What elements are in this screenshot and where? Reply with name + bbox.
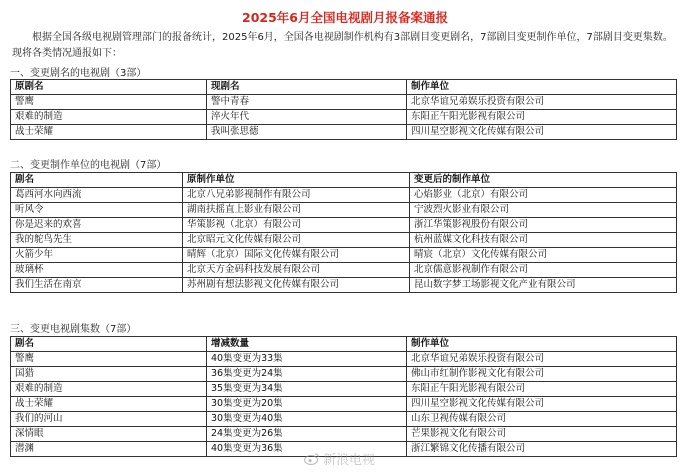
table-cell: 晴辉（北京）国际文化传媒有限公司 — [183, 248, 410, 263]
table-row — [11, 95, 677, 110]
table-row — [11, 248, 677, 263]
watermark — [304, 449, 375, 468]
table-cell: 我叫张思德 — [207, 125, 407, 140]
table-cell: 40集变更为33集 — [207, 352, 407, 367]
section-heading-producer-change: 二、变更制作单位的电视剧（7部） — [10, 160, 167, 171]
episode-change-table — [10, 336, 677, 457]
table-header-row — [11, 80, 677, 95]
table-cell: 警中青春 — [207, 95, 407, 110]
table-row — [11, 110, 677, 125]
table-cell: 北京天方金码科技发展有限公司 — [183, 263, 410, 278]
table-cell: 浙江华策影视股份有限公司 — [410, 218, 677, 233]
table-cell: 四川星空影视文化传媒有限公司 — [407, 125, 677, 140]
section-heading-rename: 一、变更剧名的电视剧（3部） — [10, 68, 147, 79]
table-cell: 湖南扶摇直上影业有限公司 — [183, 203, 410, 218]
table-cell: 36集变更为24集 — [207, 367, 407, 382]
table-cell: 昆山数字梦工场影视文化产业有限公司 — [410, 278, 677, 293]
table-cell: 北京昭元文化传媒有限公司 — [183, 233, 410, 248]
table-cell: 艰难的制造 — [11, 382, 207, 397]
table-cell: 听风令 — [11, 203, 183, 218]
table-cell: 玻璃杯 — [11, 263, 183, 278]
table-cell: 四川星空影视文化传媒有限公司 — [407, 397, 677, 412]
table-cell: 华策影视（北京）有限公司 — [183, 218, 410, 233]
table-row — [11, 125, 677, 140]
table-cell: 葛西河水向西流 — [11, 188, 183, 203]
table-row — [11, 382, 677, 397]
table-cell: 战士荣耀 — [11, 397, 207, 412]
header-cell: 现剧名 — [207, 80, 407, 95]
header-cell: 剧名 — [11, 337, 207, 352]
table-row — [11, 218, 677, 233]
table-header-row — [11, 337, 677, 352]
header-cell: 制作单位 — [407, 337, 677, 352]
header-cell: 增减数量 — [207, 337, 407, 352]
table-cell: 战士荣耀 — [11, 125, 207, 140]
section-heading-episode-change: 三、变更电视剧集数（7部） — [10, 324, 137, 335]
table-cell: 警鹰 — [11, 352, 207, 367]
table-cell: 深情眼 — [11, 427, 207, 442]
weibo-icon — [304, 452, 320, 465]
table-row — [11, 352, 677, 367]
page-title: 2025年6月全国电视剧月报备案通报 — [242, 10, 448, 25]
table-cell: 35集变更为34集 — [207, 382, 407, 397]
table-cell: 淬火年代 — [207, 110, 407, 125]
table-cell: 24集变更为26集 — [207, 427, 407, 442]
table-cell: 晴宸（北京）文化传媒有限公司 — [410, 248, 677, 263]
table-cell: 40集变更为36集 — [207, 442, 407, 457]
table-header-row — [11, 173, 677, 188]
header-cell: 原剧名 — [11, 80, 207, 95]
table-cell: 北京儒意影视制作有限公司 — [410, 263, 677, 278]
table-cell: 浙江繁锦文化传播有限公司 — [407, 442, 677, 457]
header-cell: 制作单位 — [407, 80, 677, 95]
table-cell: 30集变更为20集 — [207, 397, 407, 412]
table-row — [11, 263, 677, 278]
table-cell: 东阳正午阳光影视有限公司 — [407, 110, 677, 125]
table-cell: 山东卫视传媒有限公司 — [407, 412, 677, 427]
table-cell: 宁波烈火影业有限公司 — [410, 203, 677, 218]
table-cell: 火箭少年 — [11, 248, 183, 263]
table-cell: 佛山市红制作影视文化有限公司 — [407, 367, 677, 382]
table-cell: 我的鸵鸟先生 — [11, 233, 183, 248]
watermark-text: 新浪电视 — [323, 453, 376, 468]
table-cell: 北京华谊兄弟娱乐投资有限公司 — [407, 352, 677, 367]
table-cell: 潜渊 — [11, 442, 207, 457]
producer-change-table — [10, 172, 677, 293]
table-row — [11, 412, 677, 427]
table-row — [11, 278, 677, 293]
table-cell: 我们生活在南京 — [11, 278, 183, 293]
table-cell: 北京八兄弟影视制作有限公司 — [183, 188, 410, 203]
rename-table — [10, 79, 677, 140]
table-cell: 心焰影业（北京）有限公司 — [410, 188, 677, 203]
table-row — [11, 427, 677, 442]
table-cell: 艰难的制造 — [11, 110, 207, 125]
table-row — [11, 233, 677, 248]
table-cell: 30集变更为40集 — [207, 412, 407, 427]
table-cell: 北京华谊兄弟娱乐投资有限公司 — [407, 95, 677, 110]
table-row — [11, 203, 677, 218]
table-cell: 警鹰 — [11, 95, 207, 110]
table-cell: 国猎 — [11, 367, 207, 382]
table-cell: 苏州剧有想法影视文化传媒有限公司 — [183, 278, 410, 293]
table-row — [11, 188, 677, 203]
table-cell: 芒果影视文化有限公司 — [407, 427, 677, 442]
header-cell: 原制作单位 — [183, 173, 410, 188]
table-cell: 杭州蓝媒文化科技有限公司 — [410, 233, 677, 248]
intro-paragraph: 根据全国各级电视剧管理部门的报备统计，2025年6月，全国各电视剧制作机构有3部剧目变更剧名，7部剧目变更制作单位，7部剧目变更集数。现将各类情况通报如下： — [12, 32, 673, 59]
table-row — [11, 367, 677, 382]
table-cell: 我们的河山 — [11, 412, 207, 427]
table-cell: 东阳正午阳光影视有限公司 — [407, 382, 677, 397]
header-cell: 变更后的制作单位 — [410, 173, 677, 188]
table-cell: 你是迟来的欢喜 — [11, 218, 183, 233]
header-cell: 剧名 — [11, 173, 183, 188]
table-row — [11, 397, 677, 412]
